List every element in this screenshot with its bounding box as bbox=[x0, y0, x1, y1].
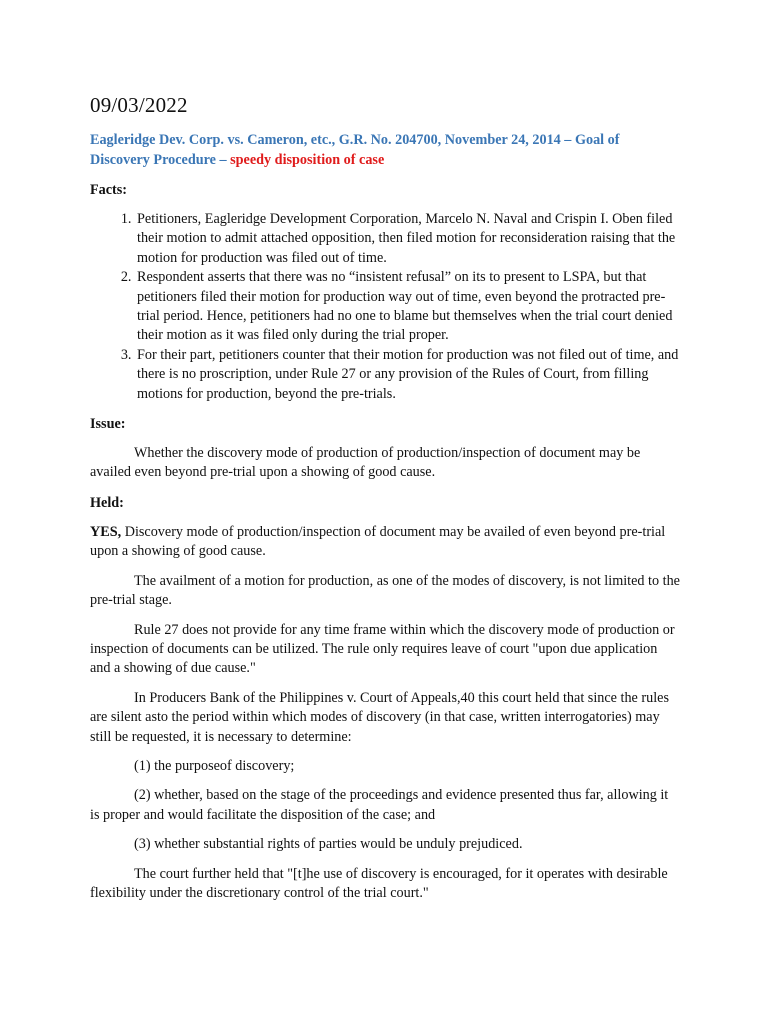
document-page bbox=[90, 92, 680, 913]
held-paragraph: The court further held that "[t]he use of discovery is encouraged, for it operates with desirable flexibility under the discretionary control of the trial court." bbox=[90, 865, 668, 901]
held-paragraph: The availment of a motion for production, as one of the modes of discovery, is not limited to the pre-trial stage. bbox=[90, 572, 680, 609]
held-heading: Held: bbox=[90, 494, 124, 511]
case-title-main: Eagleridge Dev. Corp. vs. Cameron, etc., G.R. No. 204700, November 24, 2014 – Goal of Discovery Procedure – bbox=[90, 132, 620, 168]
issue-heading: Issue: bbox=[90, 416, 126, 433]
case-title bbox=[90, 130, 680, 170]
document-date: 09/03/2022 bbox=[90, 93, 188, 117]
facts-heading: Facts: bbox=[90, 182, 128, 198]
held-paragraph: (3) whether substantial rights of parties would be unduly prejudiced. bbox=[134, 836, 523, 853]
held-paragraph: Rule 27 does not provide for any time frame within which the discovery mode of production or inspection of documents can be utilized. The rule only requires leave of court "upon due application and a showing of due cause." bbox=[90, 621, 675, 677]
held-paragraph: (1) the purposeof discovery; bbox=[134, 757, 295, 774]
held-paragraph: In Producers Bank of the Philippines v. Court of Appeals,40 this court held that since the rules are silent asto the period within which modes of discovery (in that case, written interrogatories) may still be requested, it is necessary to determine: bbox=[90, 689, 669, 745]
held-paragraph: (2) whether, based on the stage of the proceedings and evidence presented thus far, allowing it is proper and would facilitate the disposition of the case; and bbox=[90, 787, 669, 823]
held-yes-label: YES, bbox=[90, 523, 122, 540]
held-yes-text: Discovery mode of production/inspection of document may be availed of even beyond pre-trial upon a showing of good cause. bbox=[90, 523, 666, 560]
issue-text: Whether the discovery mode of production of production/inspection of document may be availed even beyond pre-trial upon a showing of good cause. bbox=[90, 445, 641, 481]
fact-item: 1. Petitioners, Eagleridge Development Corporation, Marcelo N. Naval and Crispin I. Oben filed their motion to admit attached opposition, then filed motion for reconsideration raising that the motion for production was filed out of time. bbox=[135, 210, 680, 268]
held-ruling bbox=[90, 523, 680, 562]
facts-list bbox=[90, 210, 680, 404]
fact-item: 3. For their part, petitioners counter that their motion for production was not filed out of time, and there is no proscription, under Rule 27 or any provision of the Rules of Court, from filling motions for production, beyond the pre-trials. bbox=[135, 346, 680, 404]
fact-item: 2. Respondent asserts that there was no “insistent refusal” on its to present to LSPA, but that petitioners filed their motion for production way out of time, even beyond the protracted pre-trial period. Hence, petitioners had no one to blame but themselves when the trial court denied their motion as it was filed only during the trial proper. bbox=[135, 268, 680, 346]
case-title-highlight: speedy disposition of case bbox=[230, 152, 385, 168]
